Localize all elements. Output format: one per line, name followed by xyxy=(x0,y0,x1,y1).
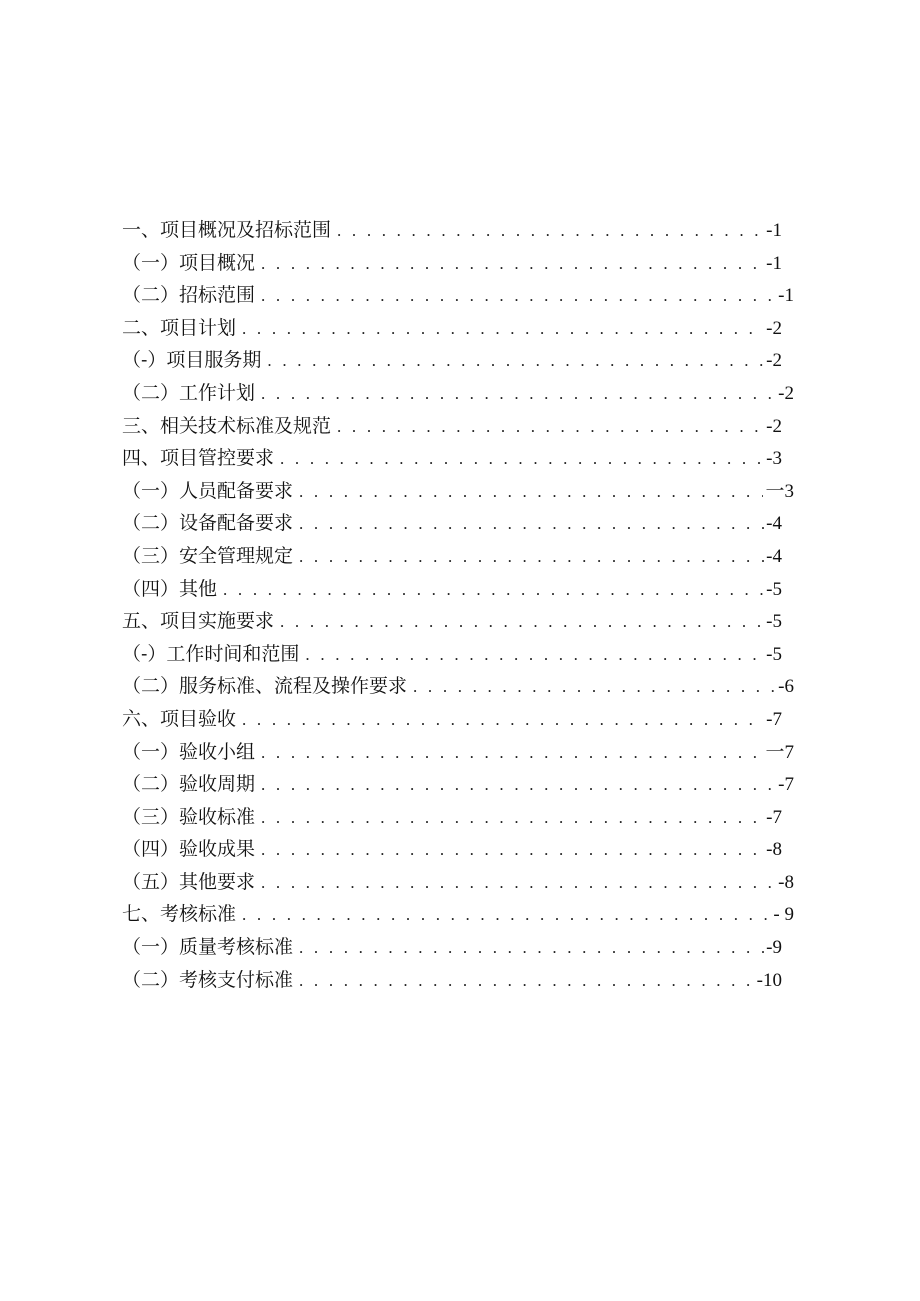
toc-entry-page: -7 xyxy=(778,774,794,796)
toc-entry-page: -4 xyxy=(766,513,782,535)
toc-entry-page: -6 xyxy=(778,676,794,698)
dot-leader xyxy=(337,215,764,248)
toc-entry-label: （一）项目概况 xyxy=(122,251,256,274)
dot-leader xyxy=(242,704,764,737)
toc-entry[interactable] xyxy=(122,931,782,964)
toc-entry-label: （二）验收周期 xyxy=(122,773,256,796)
toc-entry[interactable] xyxy=(122,247,782,280)
toc-entry-page: -2 xyxy=(766,415,782,437)
dot-leader xyxy=(261,867,776,900)
toc-entry[interactable] xyxy=(122,410,782,443)
toc-entry[interactable] xyxy=(122,833,782,866)
toc-entry-label: （五）其他要求 xyxy=(122,870,256,893)
dot-leader xyxy=(299,541,764,574)
dot-leader xyxy=(299,476,763,509)
dot-leader xyxy=(261,378,776,411)
toc-entry[interactable] xyxy=(122,736,794,769)
toc-entry-page: -2 xyxy=(766,317,782,339)
toc-entry-page: -8 xyxy=(778,871,794,893)
dot-leader xyxy=(261,280,776,313)
toc-entry-label: （一）质量考核标准 xyxy=(122,936,294,959)
toc-entry-page: -2 xyxy=(778,382,794,404)
toc-entry[interactable] xyxy=(122,768,794,801)
toc-entry[interactable] xyxy=(122,801,782,834)
toc-entry-page: -7 xyxy=(766,708,782,730)
toc-entry-label: （二）工作计划 xyxy=(122,381,256,404)
dot-leader xyxy=(305,639,764,672)
toc-entry-page: -7 xyxy=(766,806,782,828)
toc-entry-page: -3 xyxy=(766,448,782,470)
toc-entry-label: （-）工作时间和范围 xyxy=(122,642,300,665)
dot-leader xyxy=(337,411,764,444)
toc-entry[interactable] xyxy=(122,312,782,345)
toc-entry-label: （二）服务标准、流程及操作要求 xyxy=(122,675,408,698)
toc-entry[interactable] xyxy=(122,279,794,312)
toc-entry-page: -4 xyxy=(766,545,782,567)
dot-leader xyxy=(261,802,764,835)
toc-entry-label: （四）验收成果 xyxy=(122,838,256,861)
dot-leader xyxy=(280,606,764,639)
toc-entry-label: （一）验收小组 xyxy=(122,740,256,763)
toc-entry-label: （二）考核支付标准 xyxy=(122,968,294,991)
dot-leader xyxy=(413,671,776,704)
table-of-contents xyxy=(122,214,794,996)
toc-entry-label: 二、项目计划 xyxy=(122,316,237,339)
toc-entry-page: 一7 xyxy=(765,741,794,763)
toc-entry-label: （三）安全管理规定 xyxy=(122,544,294,567)
toc-entry-page: 一3 xyxy=(765,480,794,502)
toc-entry-page: -5 xyxy=(766,643,782,665)
toc-entry-page: -2 xyxy=(766,350,782,372)
toc-entry[interactable] xyxy=(122,605,782,638)
toc-entry-page: -5 xyxy=(766,611,782,633)
toc-entry-label: 七、考核标准 xyxy=(122,903,237,926)
toc-entry[interactable] xyxy=(122,442,782,475)
dot-leader xyxy=(242,313,764,346)
toc-entry-label: 一、项目概况及招标范围 xyxy=(122,219,332,241)
toc-entry-label: （-）项目服务期 xyxy=(122,349,262,372)
toc-entry-label: 五、项目实施要求 xyxy=(122,610,275,633)
toc-entry[interactable] xyxy=(122,638,782,671)
toc-entry[interactable] xyxy=(122,344,782,377)
toc-entry-page: - 9 xyxy=(773,904,794,926)
dot-leader xyxy=(299,508,764,541)
toc-entry[interactable] xyxy=(122,964,782,997)
toc-entry[interactable] xyxy=(122,898,794,931)
toc-entry-label: 四、项目管控要求 xyxy=(122,447,275,470)
toc-entry[interactable] xyxy=(122,377,794,410)
dot-leader xyxy=(280,443,764,476)
toc-entry-label: 三、相关技术标准及规范 xyxy=(122,414,332,437)
toc-entry-page: -5 xyxy=(766,578,782,600)
dot-leader xyxy=(261,769,776,802)
toc-entry[interactable] xyxy=(122,475,794,508)
toc-entry-page: -1 xyxy=(778,285,794,307)
toc-entry[interactable] xyxy=(122,507,782,540)
toc-entry-label: （四）其他 xyxy=(122,577,218,600)
toc-entry-label: （二）设备配备要求 xyxy=(122,512,294,535)
dot-leader xyxy=(299,965,755,998)
toc-entry[interactable] xyxy=(122,573,782,606)
dot-leader xyxy=(261,248,764,281)
toc-entry-page: -10 xyxy=(756,969,782,991)
dot-leader xyxy=(242,899,771,932)
toc-entry-page: -8 xyxy=(766,839,782,861)
dot-leader xyxy=(267,345,764,378)
dot-leader xyxy=(299,932,764,965)
toc-entry-label: （二）招标范围 xyxy=(122,284,256,307)
toc-entry-page: -1 xyxy=(766,252,782,274)
toc-entry[interactable] xyxy=(122,670,794,703)
toc-entry-label: （一）人员配备要求 xyxy=(122,479,294,502)
toc-entry[interactable] xyxy=(122,703,782,736)
toc-entry-label: 六、项目验收 xyxy=(122,707,237,730)
dot-leader xyxy=(223,574,764,607)
toc-entry[interactable] xyxy=(122,214,782,247)
toc-entry-page: -1 xyxy=(766,220,782,241)
dot-leader xyxy=(261,834,764,867)
toc-entry[interactable] xyxy=(122,866,794,899)
toc-entry[interactable] xyxy=(122,540,782,573)
toc-entry-label: （三）验收标准 xyxy=(122,805,256,828)
toc-entry-page: -9 xyxy=(766,937,782,959)
dot-leader xyxy=(261,737,763,770)
